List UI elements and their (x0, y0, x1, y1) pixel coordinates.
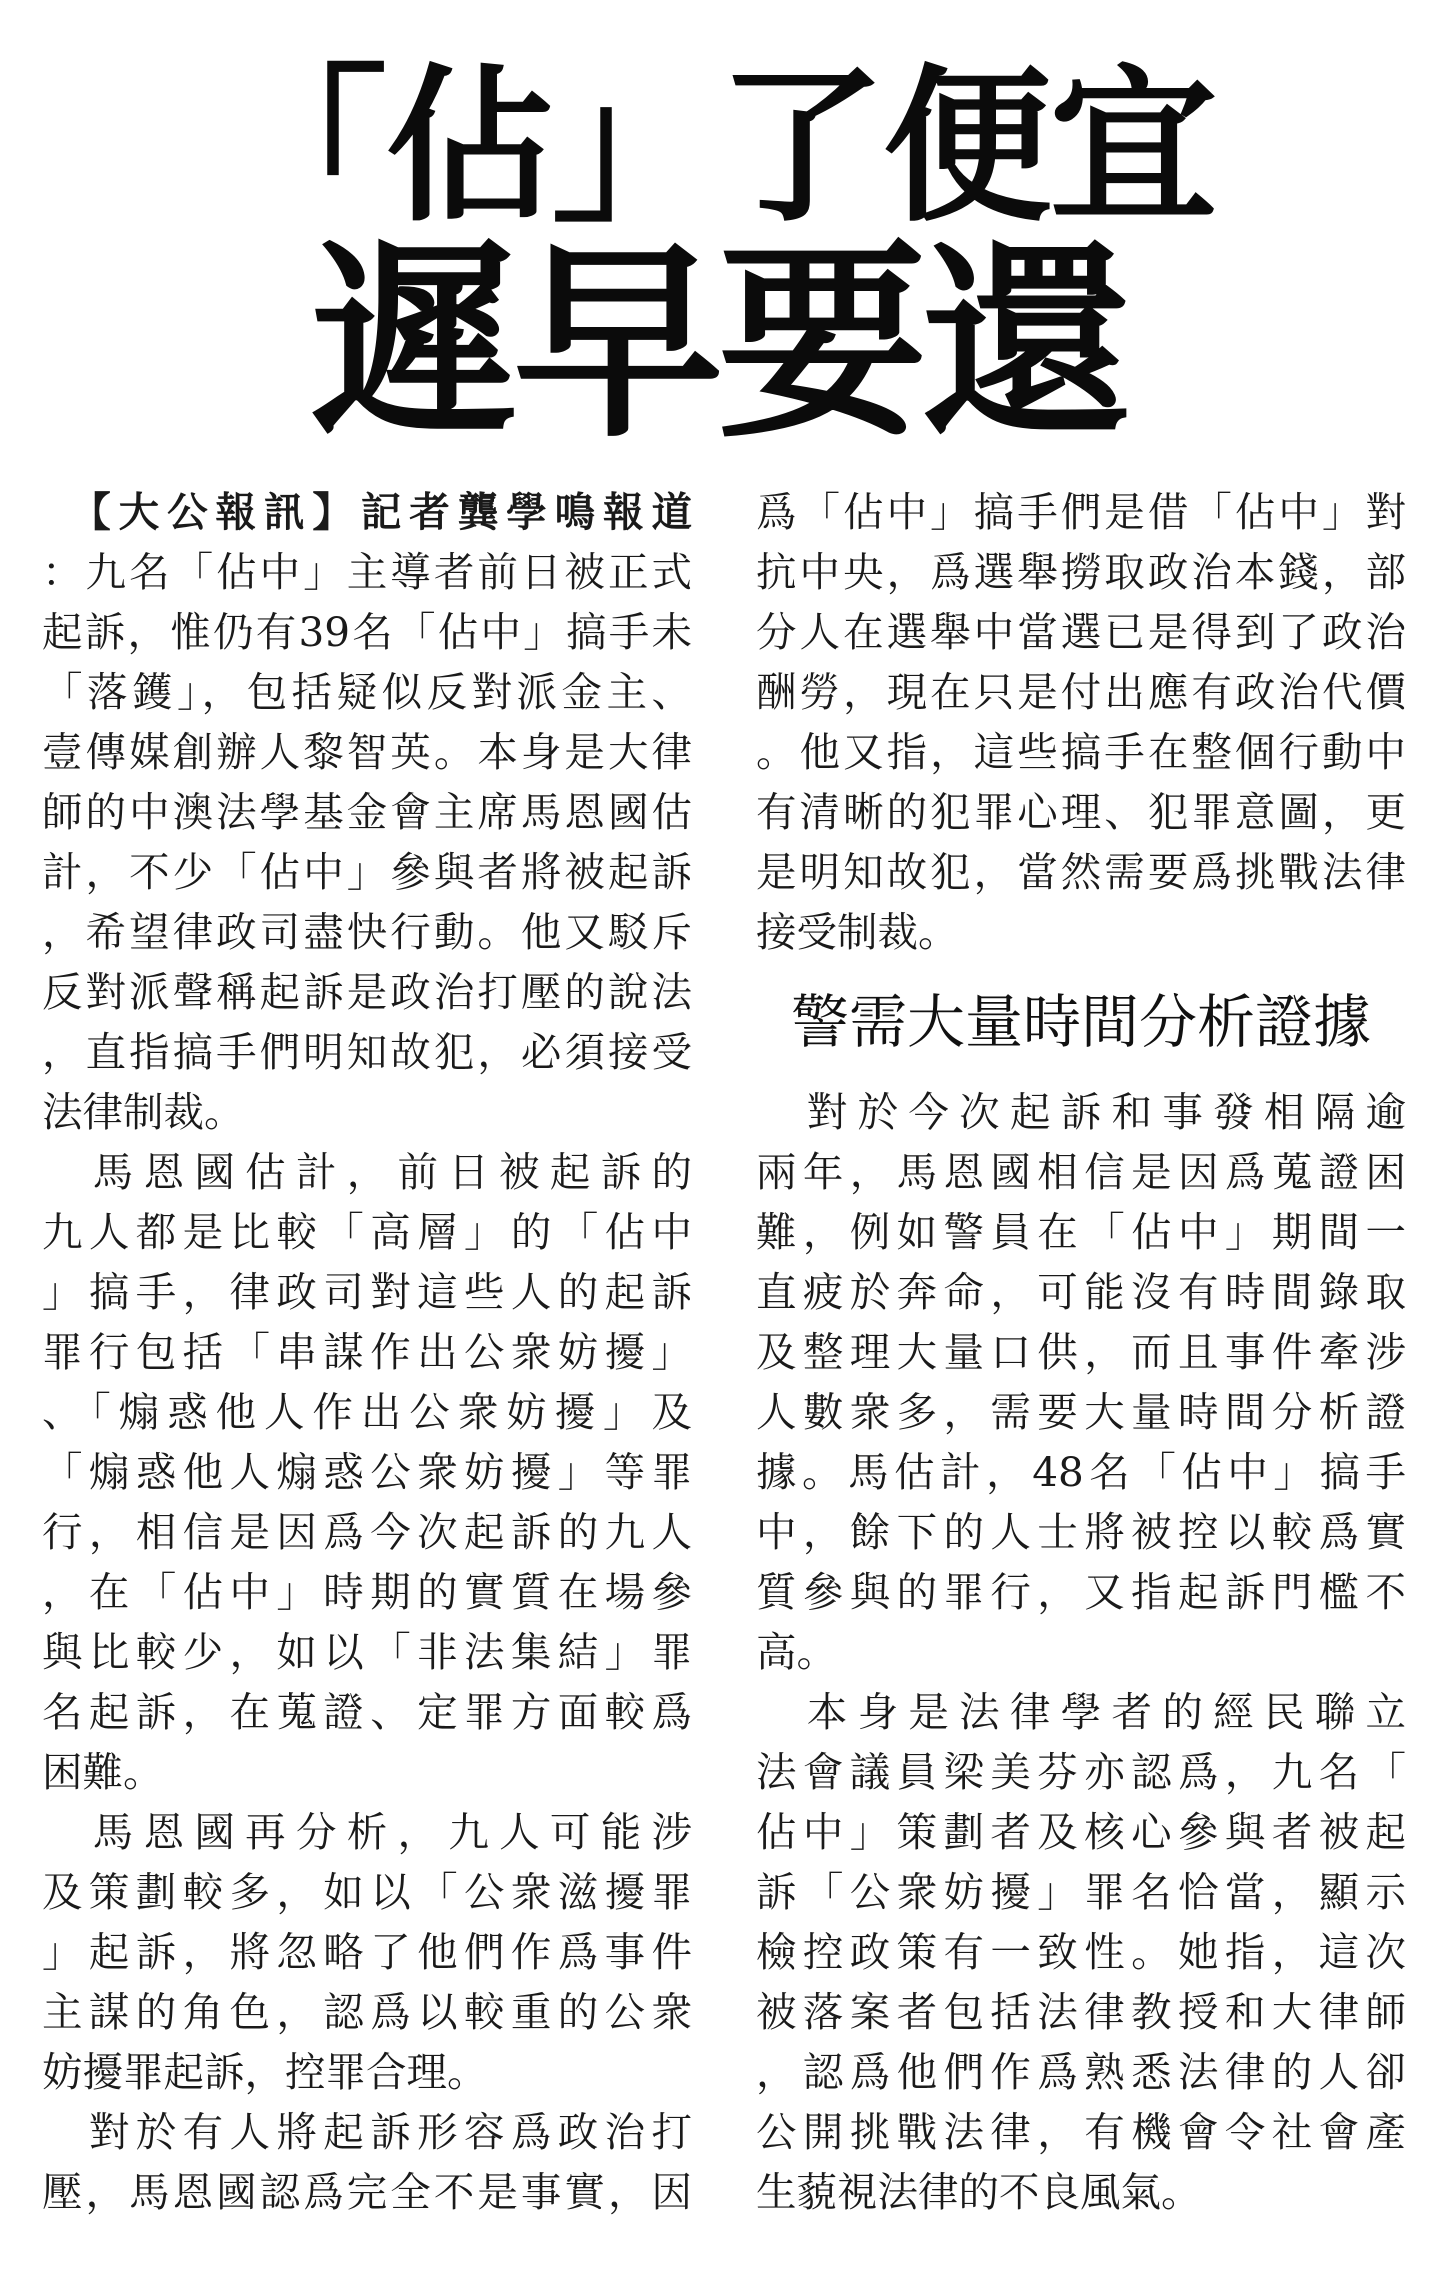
article-column-left (42, 482, 692, 2222)
article-text-line: ，希望律政司盡快行動。他又駁斥 (42, 908, 692, 956)
article-text-line: 訴「公衆妨擾」罪名恰當，顯示 (756, 1868, 1406, 1916)
article-text-line: 、「煽惑他人作出公衆妨擾」及 (42, 1388, 692, 1436)
article-text-line: 酬勞，現在只是付出應有政治代價 (756, 668, 1406, 716)
article-text-line: 法律制裁。 (42, 1088, 245, 1136)
article-text-line: 爲「佔中」搞手們是借「佔中」對 (756, 488, 1406, 536)
article-text-line: 直疲於奔命，可能沒有時間錄取 (756, 1268, 1406, 1316)
article-text-line: 壹傳媒創辦人黎智英。本身是大律 (42, 728, 692, 776)
article-text-line: 妨擾罪起訴，控罪合理。 (42, 2048, 488, 2096)
article-text-line: ，認爲他們作爲熟悉法律的人卻 (756, 2048, 1406, 2096)
article-text-line: 反對派聲稱起訴是政治打壓的說法 (42, 968, 692, 1016)
article-text-line: 有清晰的犯罪心理、犯罪意圖，更 (756, 788, 1406, 836)
article-text-line: 高。 (756, 1628, 837, 1676)
article-text-line: 本身是法律學者的經民聯立 (756, 1688, 1406, 1736)
article-text-line (42, 482, 692, 542)
article-text-line: 主謀的角色，認爲以較重的公衆 (42, 1988, 692, 2036)
article-text-line: 法會議員梁美芬亦認爲，九名「 (756, 1748, 1406, 1796)
article-text-line: 兩年，馬恩國相信是因爲蒐證困 (756, 1148, 1406, 1196)
article-text-line: 質參與的罪行，又指起訴門檻不 (756, 1568, 1406, 1616)
article-text-line: 起訴，惟仍有39名「佔中」搞手未 (42, 608, 692, 656)
article-text-line: 及策劃較多，如以「公衆滋擾罪 (42, 1868, 692, 1916)
article-text-line: 「煽惑他人煽惑公衆妨擾」等罪 (42, 1448, 692, 1496)
article-text-line: 公開挑戰法律，有機會令社會產 (756, 2108, 1406, 2156)
article-text-line: 」起訴，將忽略了他們作爲事件 (42, 1928, 692, 1976)
article-column-right (756, 482, 1406, 2222)
article-text-line: 據。馬估計，48名「佔中」搞手 (756, 1448, 1406, 1496)
article-text-line: 分人在選舉中當選已是得到了政治 (756, 608, 1406, 656)
article-text-line: 生藐視法律的不良風氣。 (756, 2168, 1202, 2216)
article-text-line: 接受制裁。 (756, 908, 959, 956)
article-text-line: 抗中央，爲選舉撈取政治本錢，部 (756, 548, 1406, 596)
article-text-line: 師的中澳法學基金會主席馬恩國估 (42, 788, 692, 836)
article-subheading: 警需大量時間分析證據 (790, 988, 1371, 1056)
article-text-line: 及整理大量口供，而且事件牽涉 (756, 1328, 1406, 1376)
article-text-line: 九人都是比較「高層」的「佔中 (42, 1208, 692, 1256)
article-text-line: 被落案者包括法律教授和大律師 (756, 1988, 1406, 2036)
article-text-line: 」搞手，律政司對這些人的起訴 (42, 1268, 692, 1316)
article-text-line: 佔中」策劃者及核心參與者被起 (756, 1808, 1406, 1856)
article-text-line: 檢控政策有一致性。她指，這次 (756, 1928, 1406, 1976)
article-dateline: 【大公報訊】 (42, 488, 361, 536)
article-text-line: 馬恩國再分析，九人可能涉 (42, 1808, 692, 1856)
article-text-line: 計，不少「佔中」參與者將被起訴 (42, 848, 692, 896)
article-text-line: 對於有人將起訴形容爲政治打 (42, 2108, 692, 2156)
article-text-line: 。他又指，這些搞手在整個行動中 (756, 728, 1406, 776)
headline-line-1: 「佔」了便宜 (219, 47, 1216, 245)
article-text-line: 壓，馬恩國認爲完全不是事實，因 (42, 2168, 692, 2216)
article-byline: 記者龔學鳴報道 (360, 488, 692, 536)
article-text-line: 「落鑊」，包括疑似反對派金主、 (42, 668, 692, 716)
article-text-line: ：九名「佔中」主導者前日被正式 (42, 548, 692, 596)
article-text-line: 人數衆多，需要大量時間分析證 (756, 1388, 1406, 1436)
article-text-line: 難，例如警員在「佔中」期間一 (756, 1208, 1406, 1256)
article-text-line: 與比較少，如以「非法集結」罪 (42, 1628, 692, 1676)
article-text-line: 困難。 (42, 1748, 164, 1796)
article-text-line: 中，餘下的人士將被控以較爲實 (756, 1508, 1406, 1556)
article-text-line: 是明知故犯，當然需要爲挑戰法律 (756, 848, 1406, 896)
article-text-line: 馬恩國估計，前日被起訴的 (42, 1148, 692, 1196)
article-text-line: 罪行包括「串謀作出公衆妨擾」 (42, 1328, 692, 1376)
article-column-right-bottom (756, 1082, 1406, 2222)
article-text-line: 對於今次起訴和事發相隔逾 (756, 1088, 1406, 1136)
article-text-line: 名起訴，在蒐證、定罪方面較爲 (42, 1688, 692, 1736)
article-column-right-top (756, 482, 1406, 962)
article-text-line: ，在「佔中」時期的實質在場參 (42, 1568, 692, 1616)
article-text-line: ，直指搞手們明知故犯，必須接受 (42, 1028, 692, 1076)
headline-line-2: 遲早要還 (309, 219, 1126, 466)
article-text-line: 行，相信是因爲今次起訴的九人 (42, 1508, 692, 1556)
